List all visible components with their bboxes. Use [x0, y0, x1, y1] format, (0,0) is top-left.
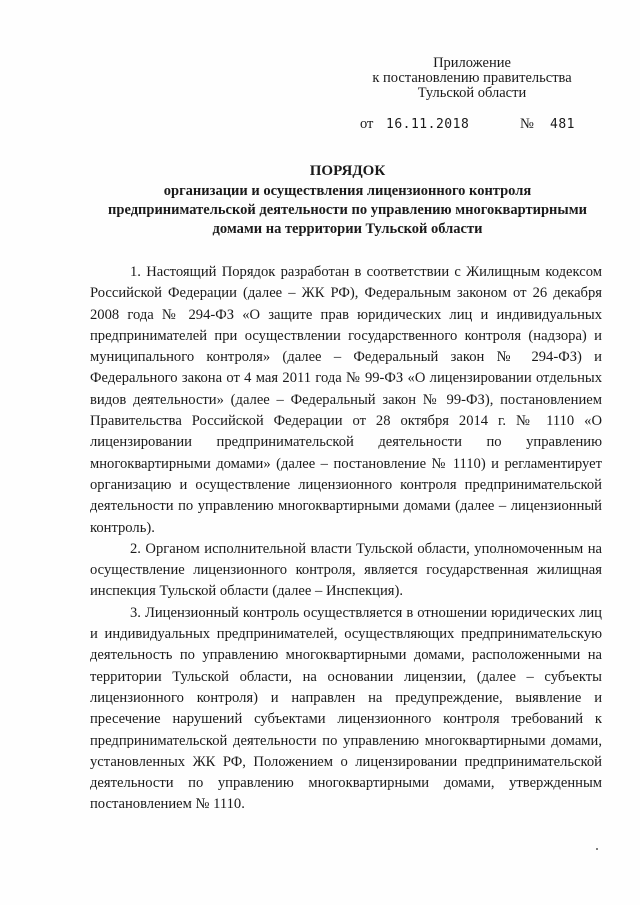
registration-date: 16.11.2018	[386, 117, 470, 132]
title-line-2: предпринимательской деятельности по управлению многоквартирными	[108, 202, 587, 218]
number-sign: №	[520, 116, 534, 132]
appendix-line-3: Тульской области	[417, 85, 527, 101]
paragraph-2: 2. Органом исполнительной власти Тульской области, уполномоченным на осуществление лицензионного контроля, является государственная жилищная инспекция Тульской области (далее – Инспекция).	[90, 540, 602, 600]
title-line-1: организации и осуществления лицензионного контроля	[163, 183, 532, 199]
registration-number: 481	[550, 117, 575, 132]
title-line-3: домами на территории Тульской области	[212, 221, 483, 237]
scan-speck	[596, 848, 598, 850]
title-main: ПОРЯДОК	[309, 163, 386, 179]
paragraph-1: 1. Настоящий Порядок разработан в соответствии с Жилищным кодексом Российской Федерации (далее – ЖК РФ), Федеральным законом от 26 декабря 2008 года № 294-ФЗ «О защите прав юридических лиц и индивидуальных предпринимателей при осуществлении государственного контроля (надзора) и муниципального контроля» (далее – Федеральный закон № 294-ФЗ) и Федерального закона от 4 мая 2011 года № 99-ФЗ «О лицензировании отдельных видов деятельности» (далее – Федеральный закон № 99-ФЗ), постановлением Правительства Российской Федерации от 28 октября 2014 г. № 1110 «О лицензировании предпринимательской деятельности по управлению многоквартирными домами» (далее – постановление № 1110) и регламентирует организацию и осуществление лицензионного контроля предпринимательской деятельности по управлению многоквартирными домами (далее – лицензионный контроль).	[90, 264, 602, 536]
document-body	[90, 262, 602, 816]
registration-line	[360, 116, 575, 133]
document-title	[90, 162, 605, 239]
appendix-line-1: Приложение	[433, 55, 511, 71]
appendix-line-2: к постановлению правительства	[372, 70, 572, 86]
paragraph-3: 3. Лицензионный контроль осуществляется в отношении юридических лиц и индивидуальных предпринимателей, осуществляющих предпринимательскую деятельность по управлению многоквартирными домами, расположенными на территории Тульской области, на основании лицензии, (далее – субъекты лицензионного контроля) и направлен на предупреждение, выявление и пресечение нарушений субъектами лицензионного контроля требований к предпринимательской деятельности по управлению многоквартирными домами, установленных ЖК РФ, Положением о лицензировании предпринимательской деятельности по управлению многоквартирными домами, утвержденным постановлением № 1110.	[90, 604, 602, 813]
date-prefix: от	[360, 116, 374, 132]
appendix-header	[352, 56, 592, 101]
